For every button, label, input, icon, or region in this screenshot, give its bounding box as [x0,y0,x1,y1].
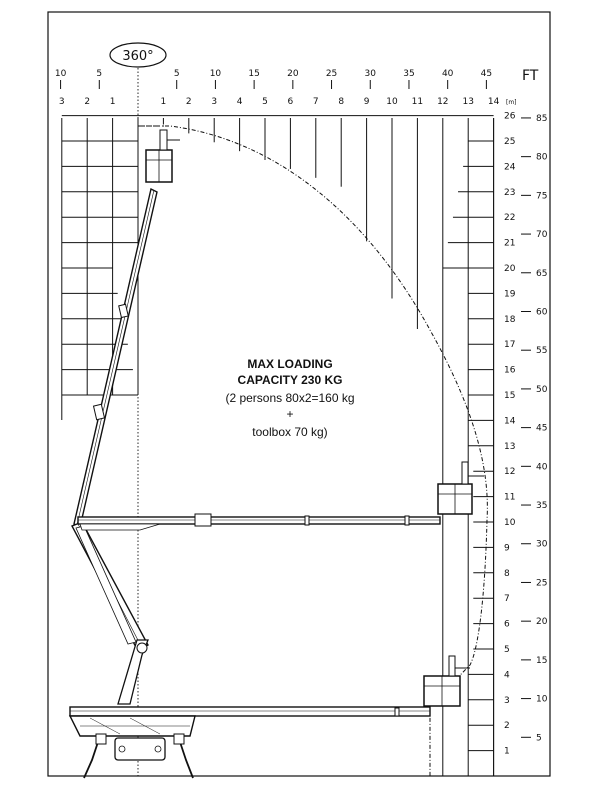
height-meter-label: 6 [504,619,510,630]
top-meter-scale [59,97,500,107]
height-meter-label: 26 [504,111,516,122]
height-meter-label: 4 [504,670,510,681]
height-feet-label: 35 [536,501,548,512]
feet-tick-label: 40 [441,69,454,79]
meter-unit-label: [m] [506,99,517,106]
meter-tick-label: 4 [236,97,243,107]
height-feet-label: 65 [536,268,548,279]
feet-unit-label: FT [522,68,539,84]
meter-tick-label: 10 [386,97,398,107]
turret-pivot [137,643,147,653]
height-meter-label: 2 [504,721,510,732]
meter-tick-label: 1 [160,97,167,107]
meter-tick-label: 7 [312,97,319,107]
height-meter-label: 20 [504,264,516,274]
height-feet-label: 75 [536,191,548,202]
track-wheel [119,746,125,752]
height-meter-label: 25 [504,137,516,147]
height-meter-label: 15 [504,391,516,401]
height-feet-label: 40 [536,462,548,473]
height-meter-label: 14 [504,416,516,427]
height-meter-label: 13 [504,441,516,452]
feet-tick-label: 5 [96,69,103,79]
meter-tick-label: 12 [437,97,449,107]
height-feet-label: 80 [536,152,548,163]
height-meter-label: 17 [504,340,516,351]
lower-horizontal-boom [70,707,430,716]
height-meter-label: 1 [504,746,510,757]
meter-tick-label: 14 [487,97,500,107]
meter-tick-label: 3 [58,97,65,107]
feet-tick-label: 10 [209,69,222,79]
feet-tick-label: 15 [248,69,260,79]
feet-tick-label: 30 [364,69,376,79]
rotation-badge-label: 360° [122,49,154,64]
meter-tick-label: 1 [109,97,116,107]
meter-tick-label: 8 [338,97,345,107]
height-feet-label: 45 [536,423,548,434]
height-meter-label: 8 [504,568,510,579]
lower-boom-inner [76,526,136,644]
feet-tick-label: 20 [287,69,299,79]
height-feet-label: 55 [536,346,548,357]
middle-boom-bracket [80,524,160,530]
height-meter-label: 12 [504,467,516,478]
meter-tick-label: 3 [211,97,218,107]
middle-boom-joint [405,516,409,525]
capacity-line-1: MAX LOADING [247,357,333,371]
outrigger-hinge-right [174,734,184,744]
basket-control-post [449,656,455,676]
feet-tick-label: 5 [173,69,180,79]
basket-top-position [146,130,180,182]
middle-boom-joint [305,516,309,525]
meter-tick-label: 2 [185,97,192,107]
height-feet-label: 25 [536,578,548,589]
height-meter-label: 3 [504,695,510,706]
height-feet-label: 20 [536,617,548,628]
meter-tick-label: 2 [84,97,91,107]
height-feet-label: 10 [536,694,548,705]
height-feet-label: 85 [536,113,548,124]
height-feet-label: 50 [536,384,548,395]
height-meter-label: 10 [504,518,516,528]
track-wheel [155,746,161,752]
feet-tick-label: 10 [54,69,67,79]
feet-tick-label: 25 [325,69,338,79]
middle-horizontal-boom [78,517,440,524]
height-meter-label: 18 [504,314,516,325]
height-feet-label: 60 [536,307,548,318]
lower-boom-joint [395,708,399,716]
height-meter-label: 16 [504,365,516,376]
height-meter-label: 9 [504,543,510,554]
outrigger-hinge-left [96,734,106,744]
capacity-line-3: (2 persons 80x2=160 kg [225,391,355,405]
rotation-badge [110,43,166,67]
height-feet-label: 5 [536,733,542,744]
height-meter-scale [504,112,516,757]
top-feet-scale [55,69,492,89]
height-meter-label: 21 [504,238,516,249]
capacity-line-5: toolbox 70 kg) [252,425,328,439]
basket-middle-position [438,462,484,514]
capacity-line-2: CAPACITY 230 KG [237,373,343,387]
feet-tick-label: 45 [480,69,493,79]
feet-tick-label: 35 [403,69,415,79]
height-meter-label: 7 [504,594,510,605]
height-feet-label: 70 [536,230,548,241]
height-meter-label: 11 [504,492,516,503]
basket-lower-position [424,656,470,706]
basket-control-post [160,130,167,150]
capacity-line-4: + [286,407,294,421]
height-feet-label: 30 [536,539,548,550]
height-meter-label: 24 [504,162,516,173]
meter-tick-label: 11 [411,97,424,107]
basket-control-post [462,462,468,484]
height-meter-label: 5 [504,645,510,655]
meter-tick-label: 13 [462,97,474,107]
aerial-platform-machine [70,130,484,778]
meter-tick-label: 9 [363,97,370,107]
upper-boom-centerline [77,190,154,525]
height-feet-label: 15 [536,655,548,666]
height-meter-label: 19 [504,289,516,300]
height-meter-label: 22 [504,213,516,224]
height-feet-scale [521,114,548,743]
height-meter-label: 23 [504,187,516,198]
capacity-note [225,357,354,439]
middle-boom-joint [195,514,211,526]
meter-tick-label: 5 [262,97,268,107]
meter-tick-label: 6 [287,97,294,107]
